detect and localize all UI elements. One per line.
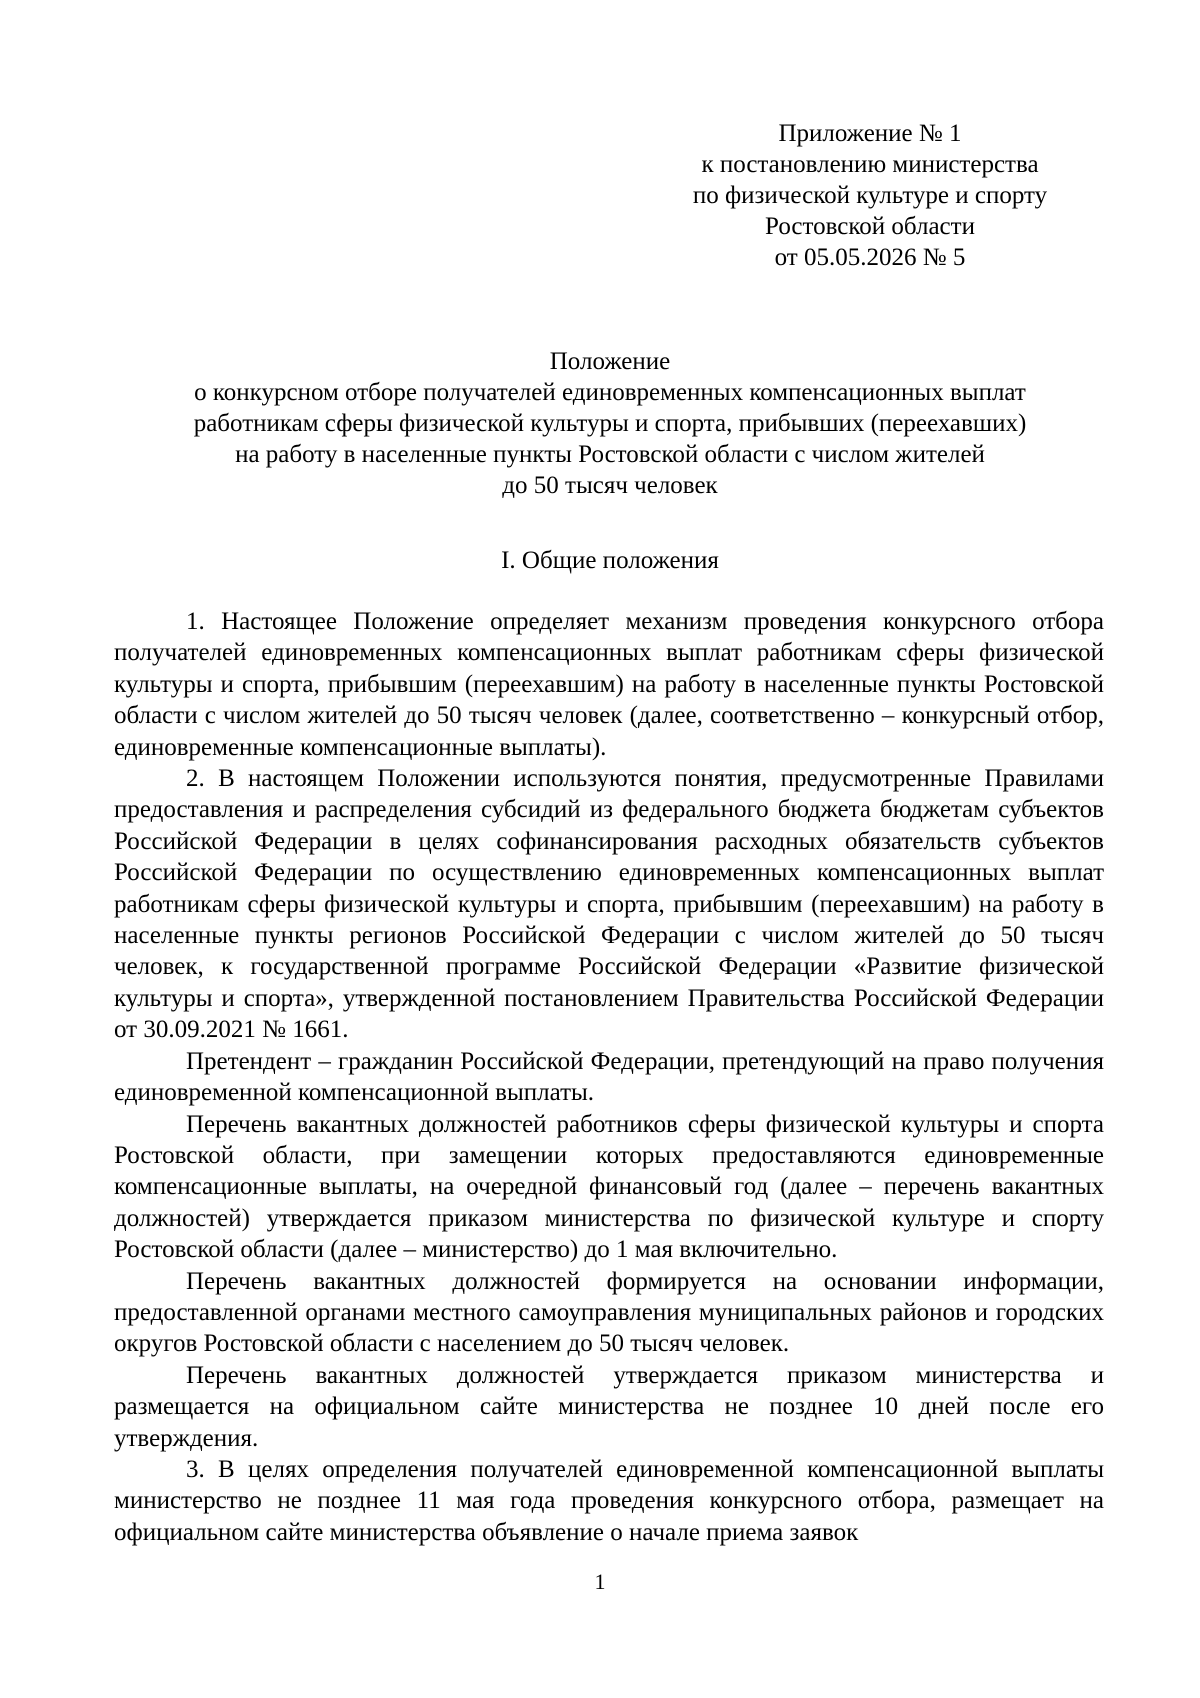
title-line: до 50 тысяч человек [502,472,718,499]
paragraph-applicant: Претендент – гражданин Российской Федерации, претендующий на право получения единовременной компенсационной выплаты. [114,1047,1104,1107]
paragraph-vacancy-formation: Перечень вакантных должностей формируется на основании информации, предоставленной органами местного самоуправления муниципальных районов и городских округов Ростовской области с населением до 50 тысяч человек. [114,1267,1104,1358]
paragraph-3: 3. В целях определения получателей единовременной компенсационной выплаты министерство не позднее 11 мая года проведения конкурсного отбора, размещает на официальном сайте министерства объявление о начале приема заявок [114,1455,1104,1546]
paragraph-2: 2. В настоящем Положении используются понятия, предусмотренные Правилами предоставления и распределения субсидий из федерального бюджета бюджетам субъектов Российской Федерации в целях софинансирования расходных обязательств субъектов Российской Федерации по осуществлению единовременных компенсационных выплат работникам сферы физической культуры и спорта, прибывшим (переехавшим) на работу в населенные пункты регионов Российской Федерации с числом жителей до 50 тысяч человек, к государственной программе Российской Федерации «Развитие физической культуры и спорта», утвержденной постановлением Правительства Российской Федерации от 30.09.2021 № 1661. [114,765,1104,1044]
appendix-block [650,118,1090,273]
appendix-line: Ростовской области [765,213,975,240]
section-heading: I. Общие положения [501,547,719,574]
paragraph-1: 1. Настоящее Положение определяет механизм проведения конкурсного отбора получателей единовременных компенсационных выплат работникам сферы физической культуры и спорта, прибывшим (переехавшим) на работу в населенные пункты Ростовской области с числом жителей до 50 тысяч человек (далее, соответственно – конкурсный отбор, единовременные компенсационные выплаты). [114,608,1104,761]
title-line: работникам сферы физической культуры и спорта, прибывших (переехавших) [193,410,1027,437]
document-title [110,346,1110,501]
appendix-line: по физической культуре и спорту [692,182,1048,209]
page-number: 1 [594,1569,606,1594]
paragraph-vacancy-publication: Перечень вакантных должностей утверждается приказом министерства и размещается на официальном сайте министерства не позднее 10 дней после его утверждения. [114,1361,1104,1452]
appendix-line: от 05.05.2026 № 5 [774,244,966,271]
title-line: на работу в населенные пункты Ростовской области с числом жителей [235,441,985,468]
title-line: Положение [549,348,671,375]
paragraph-vacancy-list: Перечень вакантных должностей работников сферы физической культуры и спорта Ростовской области, при замещении которых предоставляются единовременные компенсационные выплаты, на очередной финансовый год (далее – перечень вакантных должностей) утверждается приказом министерства по физической культуре и спорту Ростовской области (далее – министерство) до 1 мая включительно. [114,1110,1104,1264]
appendix-line: Приложение № 1 [778,120,962,147]
document-body [114,606,1104,1548]
appendix-line: к постановлению министерства [701,151,1039,178]
title-line: о конкурсном отборе получателей единовременных компенсационных выплат [194,379,1026,406]
